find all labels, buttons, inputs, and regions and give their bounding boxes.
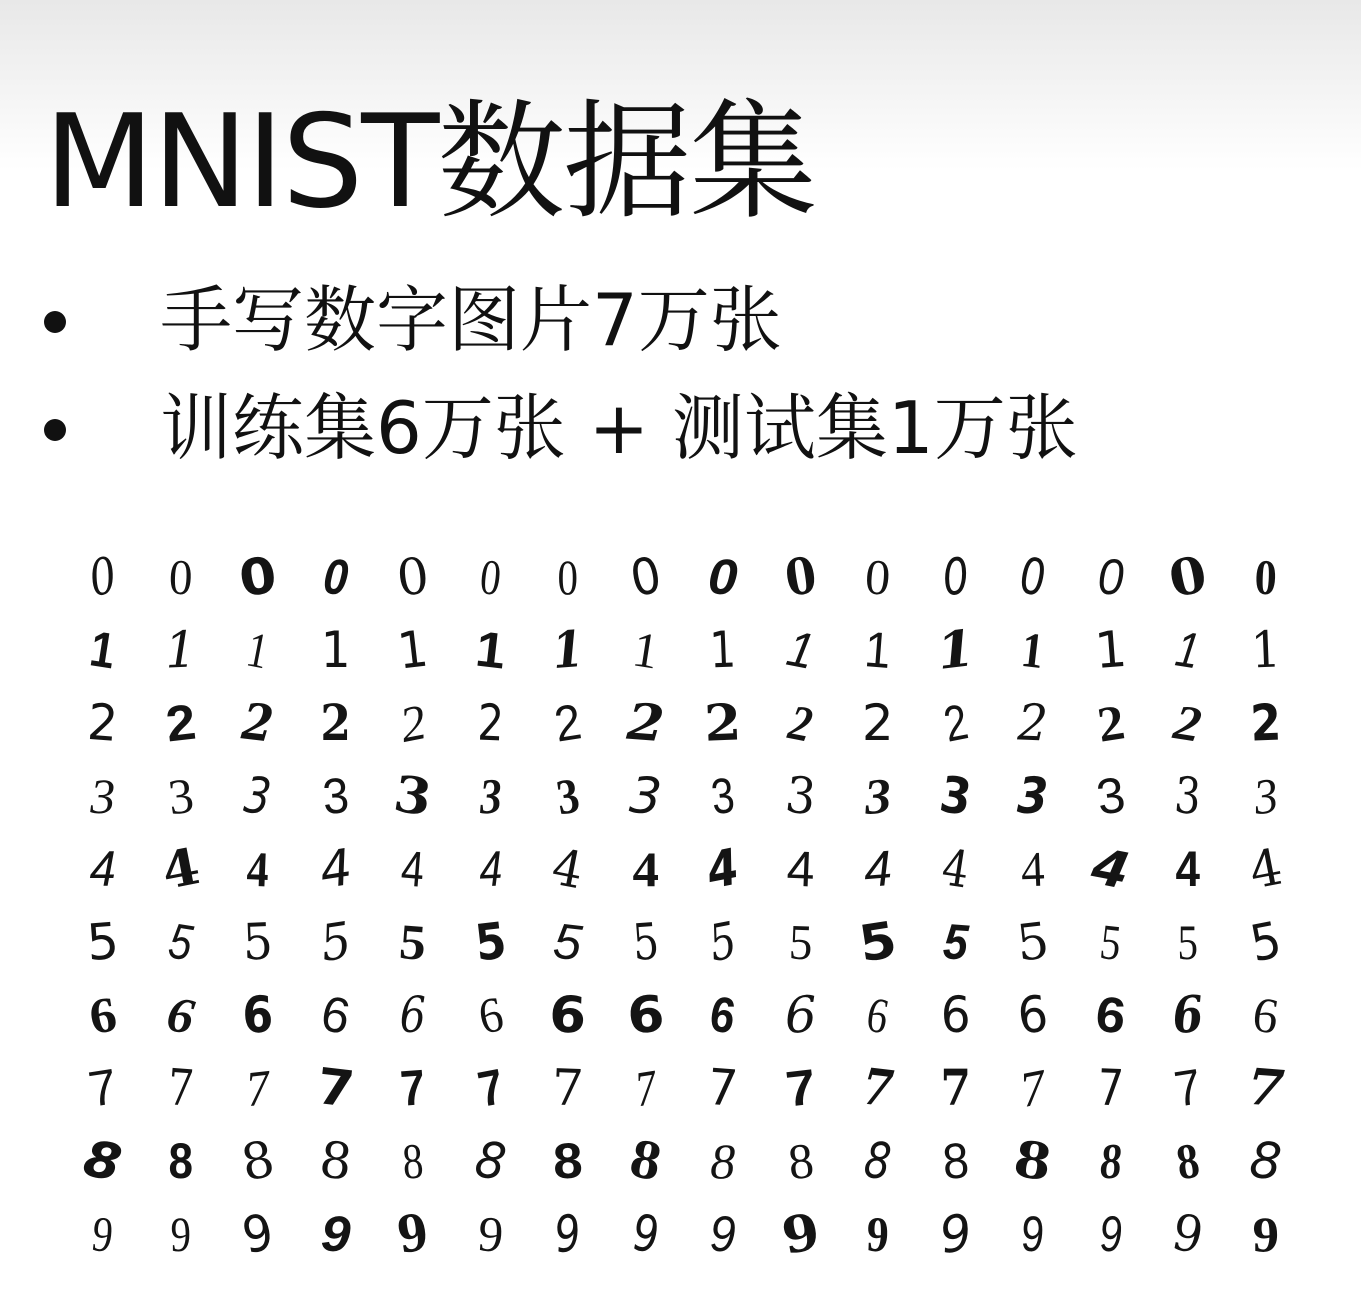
digit-3: 3 — [862, 766, 894, 825]
digit-7: 7 — [630, 1058, 660, 1117]
digit-1: 1 — [862, 620, 893, 679]
digit-3: 3 — [164, 766, 196, 825]
digit-1: 1 — [628, 619, 662, 680]
digit-5: 5 — [787, 913, 814, 970]
digit-6: 6 — [473, 984, 508, 1045]
digit-0: 0 — [706, 547, 739, 606]
digit-6: 6 — [85, 984, 121, 1045]
digit-9: 9 — [626, 1202, 664, 1265]
digit-9: 9 — [1167, 1202, 1208, 1265]
digit-0: 0 — [393, 545, 432, 608]
digit-4: 4 — [785, 839, 816, 898]
digit-5: 5 — [940, 912, 970, 971]
digit-3: 3 — [1092, 765, 1129, 826]
digit-4: 4 — [89, 840, 116, 897]
digit-6: 6 — [399, 985, 426, 1044]
digit-2: 2 — [1170, 692, 1206, 753]
digit-6: 6 — [548, 984, 588, 1045]
digit-0: 0 — [1163, 543, 1212, 609]
digit-8: 8 — [236, 1128, 279, 1193]
digit-5: 5 — [471, 910, 509, 973]
digit-2: 2 — [162, 692, 199, 753]
digit-2: 2 — [239, 690, 277, 754]
digit-8: 8 — [400, 1131, 426, 1190]
digit-8: 8 — [79, 1128, 127, 1193]
digit-9: 9 — [1019, 1204, 1047, 1263]
digit-1: 1 — [242, 620, 274, 679]
digit-5: 5 — [241, 911, 274, 972]
bullet-text: 训练集6万张 + 测试集1万张 — [160, 386, 1078, 470]
digit-0: 0 — [557, 548, 578, 605]
digit-9: 9 — [1252, 1205, 1279, 1262]
digit-2: 2 — [476, 693, 505, 752]
bullet-text: 手写数字图片7万张 — [160, 278, 782, 362]
digit-4: 4 — [399, 839, 427, 898]
digit-9: 9 — [170, 1205, 191, 1262]
digit-5: 5 — [164, 912, 196, 971]
bullet-dot-icon — [44, 419, 66, 441]
digit-3: 3 — [1172, 765, 1203, 826]
digit-3: 3 — [241, 765, 275, 826]
digit-2: 2 — [395, 692, 431, 753]
digit-2: 2 — [550, 692, 585, 753]
digit-8: 8 — [316, 1129, 355, 1192]
digit-9: 9 — [393, 1201, 433, 1265]
digit-2: 2 — [85, 692, 120, 753]
digit-0: 0 — [320, 547, 350, 606]
bullet-dot-icon — [44, 311, 66, 333]
digit-8: 8 — [940, 1131, 971, 1190]
digit-1: 1 — [708, 620, 737, 679]
digit-0: 0 — [1097, 548, 1124, 605]
digit-0: 0 — [167, 548, 194, 605]
digit-5: 5 — [1245, 910, 1286, 973]
digit-7: 7 — [313, 1056, 357, 1119]
digit-1: 1 — [472, 619, 509, 680]
digit-4: 4 — [632, 840, 659, 897]
digit-8: 8 — [624, 1128, 666, 1192]
digit-2: 2 — [784, 692, 817, 753]
digit-7: 7 — [84, 1057, 121, 1118]
digit-9: 9 — [776, 1200, 824, 1266]
digit-6: 6 — [862, 985, 894, 1044]
digit-5: 5 — [1177, 913, 1198, 970]
digit-0: 0 — [235, 545, 281, 608]
digit-7: 7 — [398, 1058, 428, 1117]
digit-7: 7 — [165, 1057, 196, 1118]
digit-7: 7 — [242, 1058, 273, 1117]
digit-8: 8 — [784, 1131, 816, 1190]
digit-1: 1 — [933, 617, 977, 681]
digit-0: 0 — [780, 544, 820, 608]
digit-4: 4 — [1244, 836, 1287, 901]
digit-3: 3 — [627, 765, 664, 826]
digit-6: 6 — [162, 984, 198, 1045]
digit-6: 6 — [1092, 984, 1129, 1045]
digit-3: 3 — [935, 764, 975, 827]
digit-2: 2 — [1016, 692, 1049, 753]
digit-7: 7 — [472, 1057, 508, 1118]
digit-7: 7 — [1096, 1058, 1125, 1117]
digit-1: 1 — [1249, 619, 1282, 680]
digit-8: 8 — [1010, 1128, 1056, 1192]
digit-0: 0 — [476, 547, 504, 606]
digit-5: 5 — [1013, 910, 1052, 973]
digit-7: 7 — [859, 1055, 897, 1119]
digit-5: 5 — [1096, 912, 1124, 971]
digit-2: 2 — [624, 691, 666, 753]
digit-6: 6 — [1248, 984, 1282, 1045]
digit-4: 4 — [245, 840, 270, 897]
digit-6: 6 — [1170, 983, 1206, 1045]
digit-9: 9 — [935, 1202, 976, 1265]
digit-8: 8 — [471, 1129, 510, 1192]
digit-7: 7 — [550, 1057, 585, 1118]
digit-4: 4 — [1175, 840, 1200, 897]
bullet-item — [44, 266, 1078, 374]
digit-6: 6 — [316, 984, 355, 1045]
digit-6: 6 — [241, 984, 275, 1045]
digit-1: 1 — [394, 618, 431, 681]
bullet-list — [44, 266, 1078, 482]
digit-5: 5 — [855, 910, 901, 973]
digit-2: 2 — [861, 693, 894, 752]
digit-2: 2 — [319, 692, 351, 752]
digit-0: 0 — [84, 545, 122, 608]
digit-5: 5 — [630, 911, 661, 972]
digit-9: 9 — [237, 1202, 278, 1265]
digit-5: 5 — [316, 910, 355, 973]
digit-4: 4 — [937, 837, 973, 900]
digit-6: 6 — [1014, 983, 1051, 1046]
digit-5: 5 — [550, 912, 585, 971]
digit-3: 3 — [90, 767, 116, 824]
digit-9: 9 — [89, 1204, 117, 1263]
slide-title: MNIST数据集 — [44, 87, 816, 237]
digit-8: 8 — [168, 1132, 193, 1189]
digit-4: 4 — [702, 837, 744, 900]
digit-0: 0 — [625, 545, 666, 608]
digit-8: 8 — [551, 1131, 584, 1190]
digit-9: 9 — [865, 1205, 890, 1262]
digit-7: 7 — [1244, 1056, 1286, 1118]
digit-8: 8 — [710, 1132, 736, 1189]
digit-1: 1 — [1172, 620, 1204, 679]
digit-8: 8 — [1172, 1131, 1203, 1190]
digit-1: 1 — [782, 619, 819, 680]
digit-8: 8 — [861, 1130, 895, 1191]
digit-8: 8 — [1247, 1130, 1284, 1191]
digit-3: 3 — [708, 766, 738, 825]
digit-2: 2 — [938, 692, 972, 753]
digit-3: 3 — [1250, 766, 1281, 825]
digit-4: 4 — [477, 840, 503, 897]
digit-5: 5 — [397, 912, 429, 971]
digit-3: 3 — [390, 763, 436, 827]
digit-9: 9 — [319, 1204, 352, 1263]
digit-3: 3 — [1016, 765, 1050, 826]
digit-9: 9 — [1097, 1205, 1123, 1262]
digit-3: 3 — [320, 766, 351, 825]
digit-4: 4 — [315, 837, 356, 900]
digit-1: 1 — [320, 620, 351, 679]
digit-7: 7 — [705, 1057, 740, 1118]
digit-0: 0 — [938, 546, 972, 607]
digit-6: 6 — [706, 984, 740, 1045]
digit-4: 4 — [1019, 840, 1046, 897]
digit-1: 1 — [550, 618, 586, 680]
bullet-item — [44, 374, 1078, 482]
digit-5: 5 — [84, 911, 121, 972]
digit-7: 7 — [1170, 1057, 1205, 1118]
digit-6: 6 — [940, 985, 971, 1044]
digit-1: 1 — [1092, 619, 1129, 680]
digit-3: 3 — [552, 766, 583, 825]
digit-2: 2 — [1092, 692, 1128, 753]
digit-9: 9 — [551, 1203, 585, 1264]
digit-0: 0 — [863, 547, 893, 606]
digit-5: 5 — [704, 910, 742, 973]
digit-4: 4 — [861, 839, 894, 898]
digit-0: 0 — [1014, 545, 1052, 608]
digit-3: 3 — [782, 764, 819, 827]
digit-7: 7 — [1015, 1057, 1051, 1118]
digit-2: 2 — [1248, 692, 1282, 753]
digit-7: 7 — [939, 1057, 971, 1117]
digit-1: 1 — [86, 619, 120, 680]
digit-8: 8 — [1098, 1132, 1123, 1189]
digit-3: 3 — [478, 767, 503, 824]
handwritten-digit-sample-grid — [64, 540, 1304, 1270]
digit-1: 1 — [1018, 620, 1047, 679]
digit-0: 0 — [1253, 548, 1278, 605]
digit-6: 6 — [624, 984, 666, 1045]
digit-6: 6 — [783, 984, 818, 1045]
digit-9: 9 — [475, 1204, 505, 1263]
digit-9: 9 — [709, 1205, 736, 1262]
digit-4: 4 — [547, 837, 588, 900]
digit-7: 7 — [782, 1057, 819, 1118]
digit-4: 4 — [156, 835, 204, 901]
digit-1: 1 — [163, 619, 198, 680]
digit-4: 4 — [1086, 836, 1134, 901]
digit-2: 2 — [703, 691, 743, 753]
